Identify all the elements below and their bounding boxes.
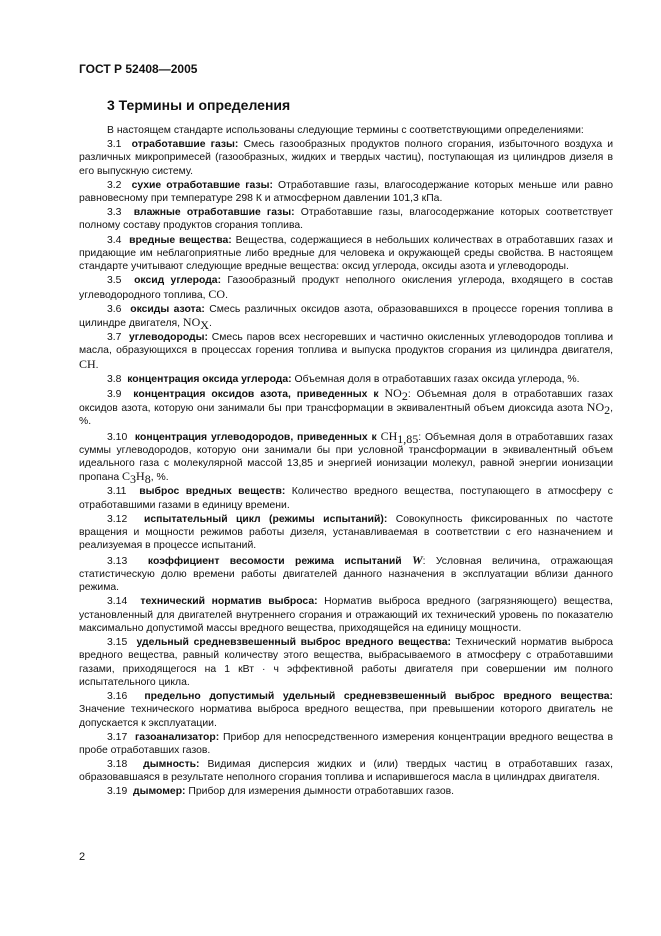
term-formula: CH — [380, 428, 398, 443]
term-number: 3.4 — [107, 234, 122, 246]
section-title: 3 Термины и определения — [107, 97, 291, 113]
term-label: сухие отработавшие газы: — [131, 179, 273, 191]
term-paragraph — [79, 485, 613, 512]
definition-formula-sub: 3 — [130, 472, 137, 487]
term-number: 3.5 — [107, 275, 122, 287]
term-definition: Газообразный продукт неполного окисления углерода, входящего в состав углеводородного топлива, — [79, 275, 613, 301]
term-formula-sub: 1,85 — [397, 431, 419, 446]
definition-formula: CO — [208, 286, 226, 301]
term-label: вредные вещества: — [129, 234, 232, 246]
term-label: газоанализатор: — [134, 731, 220, 743]
term-label: технический норматив выброса: — [140, 596, 318, 608]
term-number: 3.17 — [107, 731, 128, 743]
term-number: 3.3 — [107, 207, 122, 219]
definition-formula: H — [136, 469, 145, 484]
definition-tail: . — [225, 289, 228, 301]
term-number: 3.6 — [107, 303, 122, 315]
term-paragraph — [79, 206, 613, 233]
term-paragraph — [79, 303, 613, 331]
term-label: испытательный цикл (режимы испытаний): — [144, 513, 388, 525]
term-definition: Отработавшие газы, влагосодержание которых меньше или равно равновесному при температуре 298 К и атмосферном давлении 101,3 кПа. — [79, 179, 613, 205]
term-formula-sub: 2 — [401, 388, 408, 403]
definition-formula-sub: 2 — [604, 403, 611, 418]
term-definition: Отработавшие газы, влагосодержание которых соответствует полному составу продуктов сгорания топлива. — [79, 207, 613, 232]
term-formula: NO — [384, 385, 402, 400]
term-paragraph — [79, 758, 613, 785]
term-number: 3.14 — [107, 596, 128, 608]
term-label: отработавшие газы: — [131, 139, 239, 151]
term-label: влажные отработавшие газы: — [133, 207, 295, 219]
term-label: концентрация оксида углерода: — [127, 373, 292, 385]
definition-tail: . — [208, 317, 212, 329]
terms-list — [79, 138, 613, 799]
term-definition: Вещества, содержащиеся в небольших количествах в отработавших газах и придающие им неблагоприятные либо вредные для человека и окружающей среды свойства. В настоящем стандарте учитывают следующие вредные вещества: оксид углерода, оксиды азота и углеводороды. — [79, 234, 613, 273]
term-definition: Значение технического норматива выброса вредного вещества, при превышении которого двигатель не допускается к эксплуатации. — [79, 704, 613, 729]
term-definition: Прибор для измерения дымности отработавших газов. — [188, 786, 455, 798]
term-number: 3.16 — [107, 690, 128, 702]
term-paragraph — [79, 234, 613, 274]
term-paragraph — [79, 274, 613, 302]
term-label: удельный средневзвешенный выброс вредного вещества: — [136, 636, 451, 648]
term-definition: Совокупность фиксированных по частоте вращения и мощности режимов работы дизеля, устанавливаемая в соответствии с его назначением и реализуемая в процессе испытаний. — [79, 513, 614, 552]
term-number: 3.1 — [107, 139, 122, 151]
term-number: 3.12 — [107, 513, 128, 525]
term-label: углеводороды: — [129, 332, 208, 344]
term-label: концентрация оксидов азота, приведенных к — [133, 388, 379, 400]
definition-tail: , %. — [150, 472, 169, 484]
term-paragraph — [79, 138, 613, 178]
term-label: выброс вредных веществ: — [139, 486, 286, 498]
term-paragraph — [79, 785, 613, 798]
term-label: концентрация углеводородов, приведенных к — [134, 431, 377, 443]
page-number: 2 — [79, 851, 86, 863]
term-paragraph — [79, 513, 613, 553]
definition-formula: C — [122, 469, 131, 484]
term-label: дымность: — [143, 759, 200, 770]
term-paragraph — [79, 331, 613, 372]
term-number: 3.7 — [107, 332, 122, 344]
term-number: 3.15 — [107, 636, 128, 648]
term-number: 3.8 — [107, 373, 122, 385]
term-paragraph — [79, 690, 613, 730]
definition-formula: CH — [79, 356, 96, 371]
term-paragraph: 3.13 коэффициент весомости режима испытаний W: Условная величина, отражающая статистическую долю времени работы двигателей данного назначения в эксплуатации вблизи данного режима. — [79, 552, 613, 594]
term-paragraph — [79, 179, 613, 206]
definition-formula-sub: X — [200, 318, 209, 333]
terms-body — [79, 124, 613, 799]
term-paragraph — [79, 636, 613, 689]
term-label: оксиды азота: — [130, 303, 205, 315]
term-definition: Смесь различных оксидов азота, образовавшихся в процессе горения топлива в цилиндре двигателя, — [79, 303, 613, 329]
term-definition: Объемная доля в отработавших газах суммы углеводородов, которую они занимали бы при условной трансформации в эквивалентный объем идеального газа с молекулярной массой 13,85 и энергией ионизации молекул, равной энергии ионизации пропана — [79, 431, 614, 484]
term-number: 3.13 — [107, 555, 128, 567]
term-definition: Технический норматив выброса вредного вещества, равный количеству этого вещества, выбрасываемого в атмосферу с отработавшими газами, приходящегося на 1 кВт · ч эффективной работы двигателя при совершении им полного испытательного цикла. — [79, 636, 614, 688]
term-paragraph: 3.10 концентрация углеводородов, приведенных к $CH_{1,85}$: Объемная доля в отработавших газах суммы углеводородов, которую они занимали бы при условной трансформации в эквивалентный объем идеального газа с молекулярной массой 13,85 и энергией ионизации молекул, равной энергии ионизации пропана $C_3H_8$, %. — [79, 428, 614, 487]
term-number: 3.11 — [107, 486, 127, 498]
term-number: 3.10 — [107, 431, 128, 443]
term-paragraph — [79, 595, 613, 635]
definition-tail: . — [95, 359, 99, 371]
term-paragraph — [79, 731, 613, 758]
term-label: дымомер: — [133, 786, 186, 798]
definition-formula: NO — [182, 314, 201, 329]
term-symbol: W — [412, 552, 423, 567]
term-number: 3.9 — [107, 388, 122, 400]
definition-tail: , %. — [79, 403, 614, 428]
term-definition: Смесь паров всех несгоревших и частично окисленных углеводородов топлива и масла, образующихся в процессах горения топлива и выпуска продуктов сгорания из цилиндра двигателя, — [79, 332, 613, 357]
term-label: оксид углерода: — [134, 275, 222, 287]
document-header: ГОСТ Р 52408—2005 — [79, 62, 198, 76]
term-number: 3.18 — [107, 759, 128, 770]
definition-formula: NO — [586, 400, 605, 415]
term-definition: Количество вредного вещества, поступающего в атмосферу с отработавшими газами в единицу времени. — [79, 486, 613, 511]
term-definition: Условная величина, отражающая статистическую долю времени работы двигателей данного назначения в эксплуатации вблизи данного режима. — [79, 555, 613, 594]
term-definition: Объемная доля в отработавших газах оксида углерода, %. — [294, 373, 580, 385]
term-definition: Объемная доля в отработавших газах оксидов азота, которую они занимали бы при трансформации в эквивалентный объем диоксида азота — [79, 388, 613, 415]
term-definition: Видимая дисперсия жидких и (или) твердых частиц в отработавших газах, образовавшаяся в результате неполного сгорания топлива и испарившегося масла в цилиндрах двигателя. — [79, 759, 614, 784]
term-definition: Норматив выброса вредного (загрязняющего) вещества, установленный для двигателей внутреннего сгорания и отражающий их технический уровень по показателю максимально допустимой массы вредного вещества, приходящейся на единицу мощности. — [79, 596, 614, 634]
term-paragraph: 3.9 концентрация оксидов азота, приведенных к $NO_2$: Объемная доля в отработавших газах оксидов азота, которую они занимали бы при трансформации в эквивалентный объем диоксида азота $NO_2$, %. — [79, 385, 614, 428]
definition-formula-sub: 8 — [144, 472, 151, 487]
term-definition: Смесь газообразных продуктов полного сгорания, избыточного воздуха и различных микропримесей (газообразных, жидких и твердых частиц), поступающая из цилиндров дизеля в его выпускную систему. — [79, 139, 614, 177]
intro-paragraph: В настоящем стандарте использованы следующие термины с соответствующими определениями: — [107, 125, 584, 136]
term-paragraph — [79, 373, 613, 386]
term-number: 3.19 — [107, 786, 128, 798]
term-definition: Прибор для непосредственного измерения концентрации вредного вещества в пробе отработавших газов. — [79, 731, 613, 756]
term-label: предельно допустимый удельный средневзвешенный выброс вредного вещества: — [144, 690, 613, 702]
term-label: коэффициент весомости режима испытаний — [147, 555, 402, 567]
term-number: 3.2 — [107, 179, 122, 191]
